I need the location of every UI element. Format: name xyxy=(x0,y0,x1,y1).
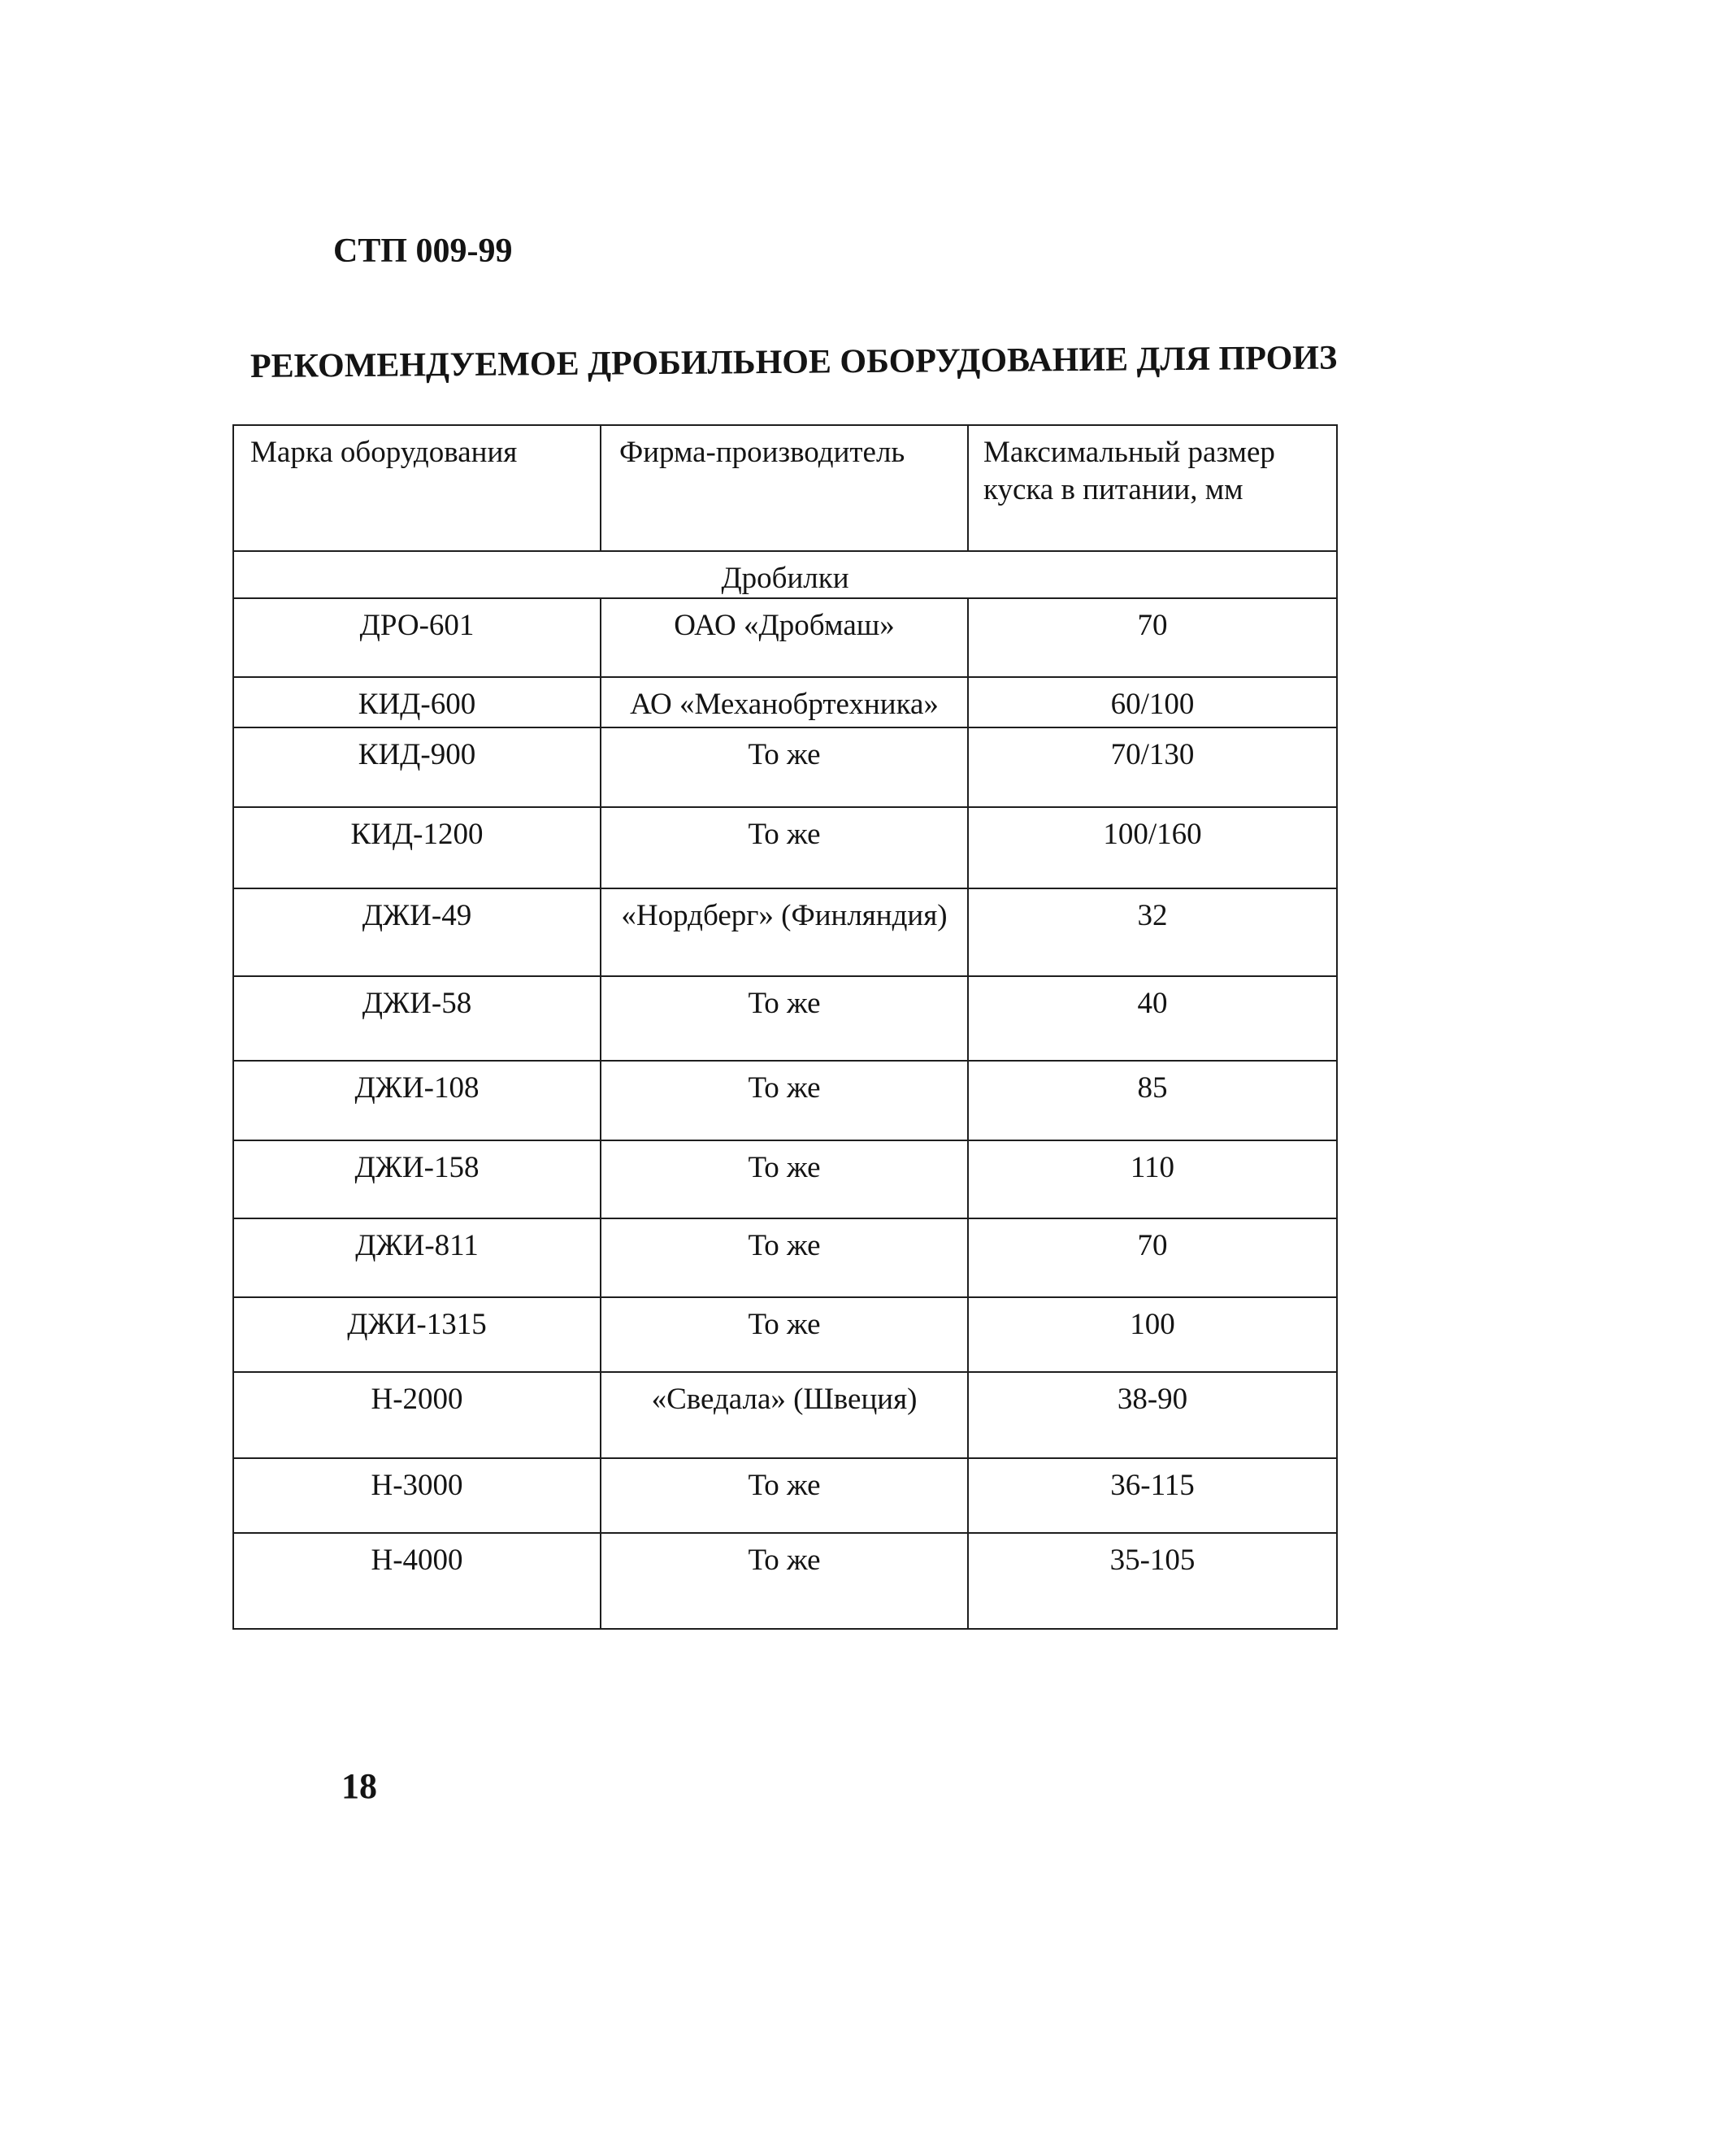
cell-maker: То же xyxy=(601,976,968,1061)
cell-model: ДЖИ-108 xyxy=(233,1061,601,1140)
cell-max-size: 110 xyxy=(968,1140,1337,1218)
table-row xyxy=(233,807,1337,888)
document-code: СТП 009-99 xyxy=(333,232,513,270)
cell-max-size: 100/160 xyxy=(968,807,1337,888)
cell-max-size: 70 xyxy=(968,1218,1337,1297)
table-row xyxy=(233,677,1337,727)
column-header-maker: Фирма-производитель xyxy=(601,425,968,551)
cell-model: ДЖИ-1315 xyxy=(233,1297,601,1372)
table-row xyxy=(233,976,1337,1061)
cell-maker: То же xyxy=(601,1061,968,1140)
table-row xyxy=(233,598,1337,677)
table-row xyxy=(233,1297,1337,1372)
column-header-max-size: Максимальный размер куска в питании, мм xyxy=(968,425,1337,551)
cell-model: КИД-600 xyxy=(233,677,601,727)
page-number: 18 xyxy=(341,1766,377,1806)
cell-maker: АО «Механобртехника» xyxy=(601,677,968,727)
cell-maker: То же xyxy=(601,1533,968,1629)
cell-model: КИД-1200 xyxy=(233,807,601,888)
cell-model: ДЖИ-158 xyxy=(233,1140,601,1218)
cell-maker: ОАО «Дробмаш» xyxy=(601,598,968,677)
cell-maker: То же xyxy=(601,1140,968,1218)
table-row xyxy=(233,888,1337,976)
table-row xyxy=(233,1218,1337,1297)
cell-maker: «Нордберг» (Финляндия) xyxy=(601,888,968,976)
section-label: Дробилки xyxy=(233,551,1337,598)
cell-maker: То же xyxy=(601,1297,968,1372)
table-header-row xyxy=(233,425,1337,551)
cell-model: ДЖИ-49 xyxy=(233,888,601,976)
cell-max-size: 70 xyxy=(968,598,1337,677)
table-row xyxy=(233,1458,1337,1533)
cell-max-size: 32 xyxy=(968,888,1337,976)
column-header-model: Марка оборудования xyxy=(233,425,601,551)
equipment-table xyxy=(232,424,1338,1630)
table-row xyxy=(233,727,1337,807)
cell-maker: То же xyxy=(601,1218,968,1297)
cell-max-size: 100 xyxy=(968,1297,1337,1372)
table-row xyxy=(233,1140,1337,1218)
cell-model: КИД-900 xyxy=(233,727,601,807)
cell-model: Н-2000 xyxy=(233,1372,601,1458)
cell-maker: То же xyxy=(601,727,968,807)
table-row xyxy=(233,1061,1337,1140)
cell-maker: «Сведала» (Швеция) xyxy=(601,1372,968,1458)
table-row xyxy=(233,1533,1337,1629)
section-row xyxy=(233,551,1337,598)
cell-max-size: 70/130 xyxy=(968,727,1337,807)
cell-max-size: 85 xyxy=(968,1061,1337,1140)
cell-maker: То же xyxy=(601,807,968,888)
cell-max-size: 35-105 xyxy=(968,1533,1337,1629)
cell-model: ДЖИ-58 xyxy=(233,976,601,1061)
table-row xyxy=(233,1372,1337,1458)
cell-max-size: 38-90 xyxy=(968,1372,1337,1458)
cell-max-size: 40 xyxy=(968,976,1337,1061)
cell-model: ДРО-601 xyxy=(233,598,601,677)
cell-max-size: 36-115 xyxy=(968,1458,1337,1533)
cell-model: Н-3000 xyxy=(233,1458,601,1533)
page-title: РЕКОМЕНДУЕМОЕ ДРОБИЛЬНОЕ ОБОРУДОВАНИЕ ДЛЯ ПРОИЗ xyxy=(250,339,1338,385)
cell-model: Н-4000 xyxy=(233,1533,601,1629)
cell-max-size: 60/100 xyxy=(968,677,1337,727)
cell-model: ДЖИ-811 xyxy=(233,1218,601,1297)
cell-maker: То же xyxy=(601,1458,968,1533)
